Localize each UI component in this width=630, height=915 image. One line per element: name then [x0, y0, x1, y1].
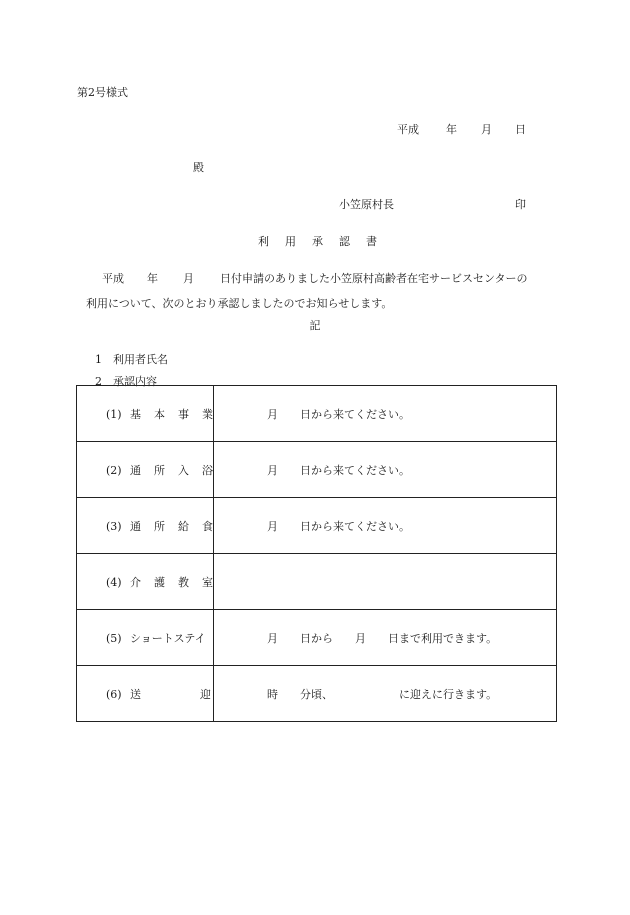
approval-table	[76, 385, 557, 722]
body-text: 日付申請のありました小笠原村高齢者在宅サービスセンターの	[220, 272, 528, 285]
body-era: 平成	[102, 272, 124, 285]
value-text: 日まで利用できます。	[387, 631, 498, 645]
table-row	[77, 666, 557, 722]
value-text: 日から来てください。	[299, 519, 410, 533]
label-char: 浴	[201, 463, 213, 477]
table-row	[77, 442, 557, 498]
title-char: 利	[258, 235, 269, 248]
label-char: 事	[177, 407, 189, 421]
ki-heading: 記	[309, 319, 321, 332]
row-value	[213, 498, 556, 554]
row-value	[213, 554, 556, 610]
value-month: 月	[266, 631, 278, 645]
label-char: 給	[177, 519, 189, 533]
body-line-2: 利用について、次のとおり承認しましたのでお知らせします。	[86, 297, 393, 310]
label-char: 護	[153, 575, 165, 589]
label-char: 基	[129, 407, 141, 421]
row-label	[77, 442, 214, 498]
item-label: 承認内容	[113, 375, 157, 388]
row-label	[77, 554, 214, 610]
row-number: (3)	[105, 519, 122, 533]
table-row	[77, 498, 557, 554]
row-number: (5)	[105, 631, 122, 645]
body-year: 年	[147, 272, 158, 285]
label-char: 入	[177, 463, 189, 477]
title-char: 認	[339, 235, 350, 248]
row-label	[77, 498, 214, 554]
row-label	[77, 666, 214, 722]
value-hour: 時	[266, 687, 278, 701]
year-label: 年	[446, 123, 457, 136]
label-char: 通	[129, 519, 141, 533]
row-value	[213, 386, 556, 442]
era-label: 平成	[397, 123, 419, 136]
label-char: 送	[129, 687, 141, 701]
addressee-honorific: 殿	[193, 161, 204, 174]
item-number: 2	[95, 375, 102, 388]
value-month: 月	[266, 407, 278, 421]
title-char: 書	[366, 235, 377, 248]
issuer-name: 小笠原村長	[339, 198, 394, 211]
row-value	[213, 666, 556, 722]
row-value	[213, 610, 556, 666]
label-char: 所	[153, 463, 165, 477]
item-applicant-name	[88, 343, 168, 365]
value-month: 月	[266, 463, 278, 477]
row-label	[77, 610, 214, 666]
item-approval-content	[88, 365, 157, 387]
value-month: 月	[266, 519, 278, 533]
month-label: 月	[481, 123, 492, 136]
label-char: 所	[153, 519, 165, 533]
item-number: 1	[95, 353, 102, 366]
form-number: 第2号様式	[77, 86, 128, 99]
title-char: 承	[312, 235, 323, 248]
value-text: 日から来てください。	[299, 463, 410, 477]
value-text: に迎えに行きます。	[398, 687, 498, 701]
row-number: (1)	[105, 407, 122, 421]
seal-mark: 印	[515, 198, 526, 211]
label-char: 教	[177, 575, 189, 589]
label-char: 室	[201, 575, 213, 589]
label-char: 本	[153, 407, 165, 421]
item-label: 利用者氏名	[113, 353, 168, 366]
table-row	[77, 386, 557, 442]
value-month: 月	[354, 631, 366, 645]
label-char: 通	[129, 463, 141, 477]
title-char: 用	[285, 235, 296, 248]
row-number: (2)	[105, 463, 122, 477]
row-label	[77, 386, 214, 442]
value-minute: 分頃、	[299, 687, 333, 701]
body-month: 月	[183, 272, 194, 285]
row-number: (6)	[105, 687, 122, 701]
day-label: 日	[515, 123, 526, 136]
row-value	[213, 442, 556, 498]
table-row	[77, 554, 557, 610]
label-char: 介	[129, 575, 141, 589]
label-char: 食	[201, 519, 213, 533]
value-text: 日から	[299, 631, 333, 645]
row-number: (4)	[105, 575, 122, 589]
label-char: 業	[201, 407, 213, 421]
label-text: ショートステイ	[129, 631, 206, 645]
value-text: 日から来てください。	[299, 407, 410, 421]
table-row	[77, 610, 557, 666]
label-char: 迎	[199, 687, 211, 701]
